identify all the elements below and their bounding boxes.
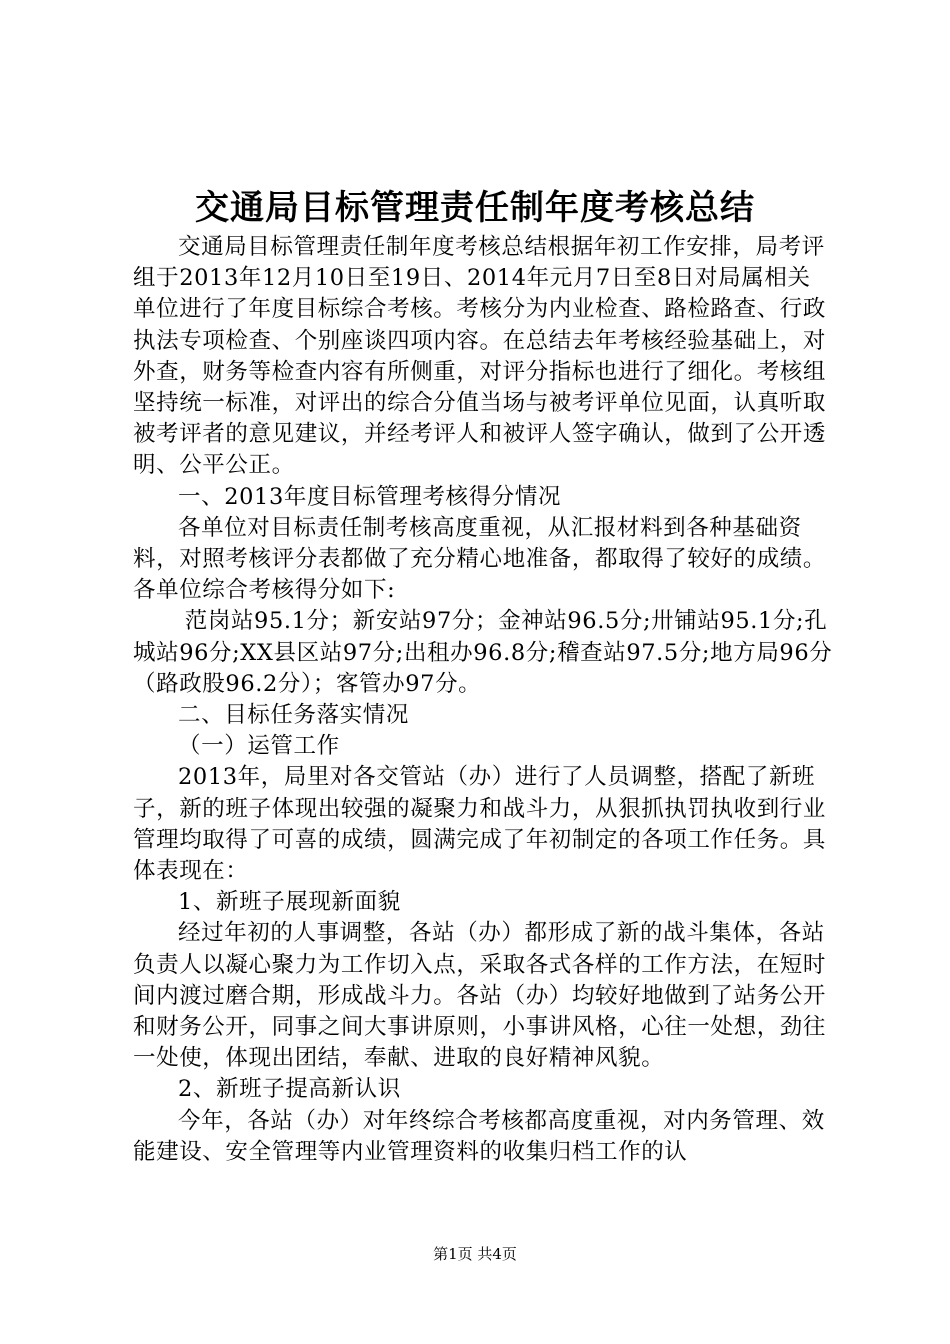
document-body <box>133 232 833 1168</box>
paragraph-scores-intro: 各单位对目标责任制考核高度重视，从汇报材料到各种基础资料，对照考核评分表都做了充分精心地准备，都取得了较好的成绩。各单位综合考核得分如下: <box>133 514 827 604</box>
paragraph-scores: 范岗站95.1分；新安站97分；金神站96.5分;卅铺站95.1分;孔城站96分;XX县区站97分;出租办96.8分;稽查站97.5分;地方局96分（路政股96.2分）；客管办97分。 <box>133 608 833 697</box>
paragraph-new-team: 经过年初的人事调整，各站（办）都形成了新的战斗集体，各站负责人以凝心聚力为工作切入点，采取各式各样的工作方法，在短时间内渡过磨合期，形成战斗力。各站（办）均较好地做到了站务公开和财务公开，同事之间大事讲原则，小事讲风格，心往一处想，劲往一处使，体现出团结，奉献、进取的良好精神风貌。 <box>133 920 827 1072</box>
section-heading-2: 二、目标任务落实情况 <box>178 702 410 729</box>
section-heading-1: 一、2013年度目标管理考核得分情况 <box>178 483 562 510</box>
document-title: 交通局目标管理责任制年度考核总结 <box>195 188 755 228</box>
item-heading-2: 2、新班子提高新认识 <box>178 1076 401 1103</box>
paragraph-awareness: 今年，各站（办）对年终综合考核都高度重视，对内务管理、效能建设、安全管理等内业管理资料的收集归档工作的认 <box>133 1107 825 1165</box>
paragraph-operations: 2013年，局里对各交管站（办）进行了人员调整，搭配了新班子，新的班子体现出较强的凝聚力和战斗力，从狠抓执罚执收到行业管理均取得了可喜的成绩，圆满完成了年初制定的各项工作任务。具体表现在： <box>133 764 827 885</box>
subsection-heading-1: （一）运管工作 <box>178 733 340 760</box>
page-footer: 第1页 共4页 <box>433 1245 517 1263</box>
item-heading-1: 1、新班子展现新面貌 <box>178 889 401 916</box>
paragraph-intro: 交通局目标管理责任制年度考核总结根据年初工作安排，局考评组于2013年12月10日至19日、2014年元月7日至8日对局属相关单位进行了年度目标综合考核。考核分为内业检查、路检路查、行政执法专项检查、个别座谈四项内容。在总结去年考核经验基础上，对外查，财务等检查内容有所侧重，对评分指标也进行了细化。考核组坚持统一标准，对评出的综合分值当场与被考评单位见面，认真听取被考评者的意见建议，并经考评人和被评人签字确认，做到了公开透明、公平公正。 <box>133 234 827 479</box>
